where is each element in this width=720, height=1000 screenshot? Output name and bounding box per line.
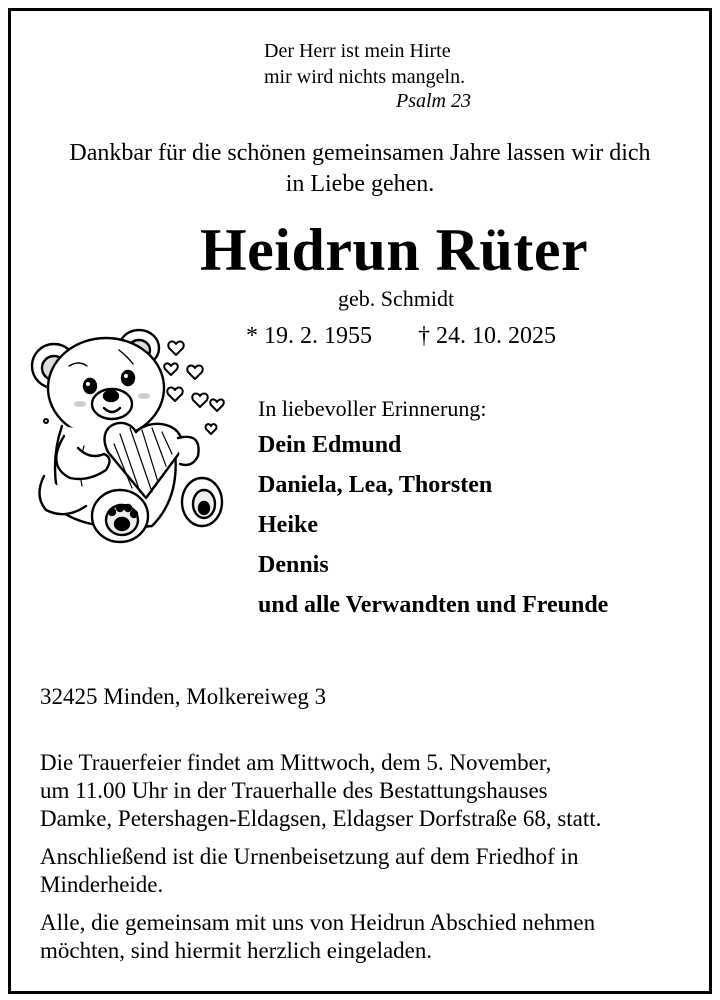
birth-date: * 19. 2. 1955 <box>246 323 372 349</box>
deceased-name: Heidrun Rüter <box>200 217 589 283</box>
burial-line: Anschließend ist die Urnenbeisetzung auf dem Friedhof in <box>40 844 579 869</box>
service-line: um 11.00 Uhr in der Trauerhalle des Bestattungshauses <box>40 778 548 803</box>
psalm-line-1: Der Herr ist mein Hirte <box>264 40 451 62</box>
mourner-children: Daniela, Lea, Thorsten <box>258 472 493 498</box>
intro-line-2: in Liebe gehen. <box>285 171 435 197</box>
death-date: † 24. 10. 2025 <box>418 323 556 349</box>
service-details <box>40 749 601 965</box>
invitation-line: Alle, die gemeinsam mit uns von Heidrun Abschied nehmen <box>40 910 596 935</box>
intro-line-1: Dankbar für die schönen gemeinsamen Jahre lassen wir dich <box>69 140 651 166</box>
psalm-reference: Psalm 23 <box>396 90 471 112</box>
mourner-edmund: Dein Edmund <box>258 432 402 458</box>
maiden-name: geb. Schmidt <box>338 286 455 311</box>
mourner-dennis: Dennis <box>258 552 329 578</box>
service-line: Damke, Petershagen-Eldagsen, Eldagser Dorfstraße 68, statt. <box>40 806 602 831</box>
mourner-heike: Heike <box>258 512 318 538</box>
address: 32425 Minden, Molkereiweg 3 <box>40 684 327 709</box>
burial-line: Minderheide. <box>40 872 164 897</box>
teddy-bear-illustration <box>24 326 234 548</box>
mourner-relatives: und alle Verwandten und Freunde <box>258 592 609 618</box>
memory-heading: In liebevoller Erinnerung: <box>258 396 487 421</box>
invitation-line: möchten, sind hiermit herzlich eingeladen. <box>40 938 433 963</box>
psalm-line-2: mir wird nichts mangeln. <box>264 66 466 88</box>
intro-text <box>0 138 720 200</box>
psalm-quote <box>264 38 465 90</box>
service-line: Die Trauerfeier findet am Mittwoch, dem 5. November, <box>40 750 552 775</box>
